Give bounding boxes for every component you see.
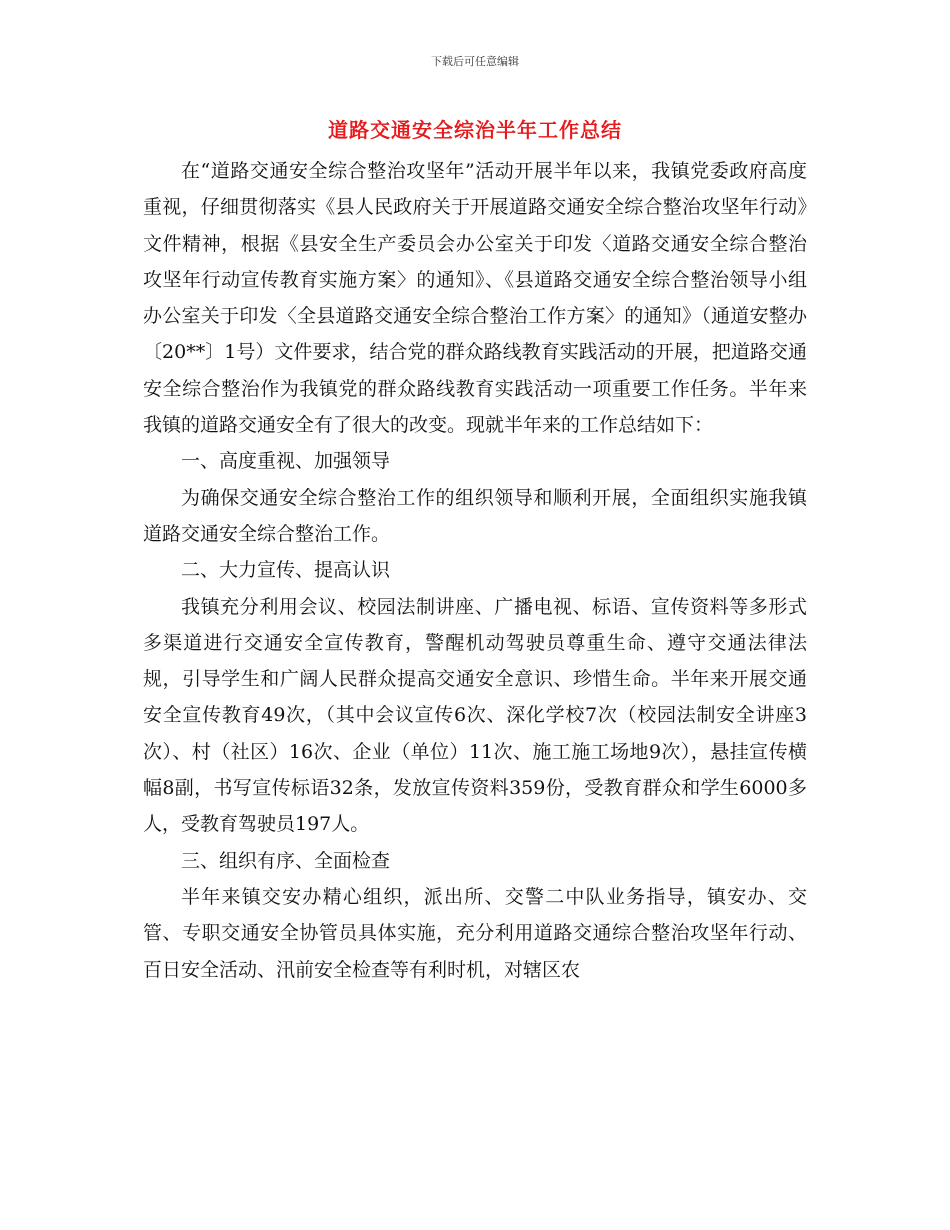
header-note: 下载后可任意编辑	[431, 55, 519, 68]
section-heading-2: 二、大力宣传、提高认识	[181, 559, 391, 582]
paragraph-intro: 在“道路交通安全综合整治攻坚年”活动开展半年以来，我镇党委政府高度重视，仔细贯彻落实《县人民政府关于开展道路交通安全综合整治攻坚年行动》文件精神，根据《县安全生产委员会办公室关于印发〈道路交通安全综合整治攻坚年行动宣传教育实施方案〉的通知》、《县道路交通安全综合整治领导小组办公室关于印发〈全县道路交通安全综合整治工作方案〉的通知》（通道安整办〔20**〕1号）文件要求，结合党的群众路线教育实践活动的开展，把道路交通安全综合整治作为我镇党的群众路线教育实践活动一项重要工作任务。半年来我镇的道路交通安全有了很大的改变。现就半年来的工作总结如下：	[143, 160, 807, 437]
section-heading-3: 三、组织有序、全面检查	[181, 849, 391, 872]
section-heading-1: 一、高度重视、加强领导	[181, 450, 391, 473]
document-title: 道路交通安全综治半年工作总结	[328, 118, 622, 142]
document-body	[143, 153, 807, 988]
paragraph-section-1: 为确保交通安全综合整治工作的组织领导和顺利开展，全面组织实施我镇道路交通安全综合整治工作。	[143, 486, 807, 545]
paragraph-section-3: 半年来镇交安办精心组织，派出所、交警二中队业务指导，镇安办、交管、专职交通安全协管员具体实施，充分利用道路交通综合整治攻坚年行动、百日安全活动、汛前安全检查等有利时机，对辖区农	[143, 885, 807, 981]
paragraph-section-2: 我镇充分利用会议、校园法制讲座、广播电视、标语、宣传资料等多形式多渠道进行交通安全宣传教育，警醒机动驾驶员尊重生命、遵守交通法律法规，引导学生和广阔人民群众提高交通安全意识、珍惜生命。半年来开展交通安全宣传教育49次，（其中会议宣传6次、深化学校7次（校园法制安全讲座3次）、村（社区）16次、企业（单位）11次、施工施工场地9次），悬挂宣传横幅8副，书写宣传标语32条，发放宣传资料359份，受教育群众和学生6000多人，受教育驾驶员197人。	[143, 595, 807, 836]
